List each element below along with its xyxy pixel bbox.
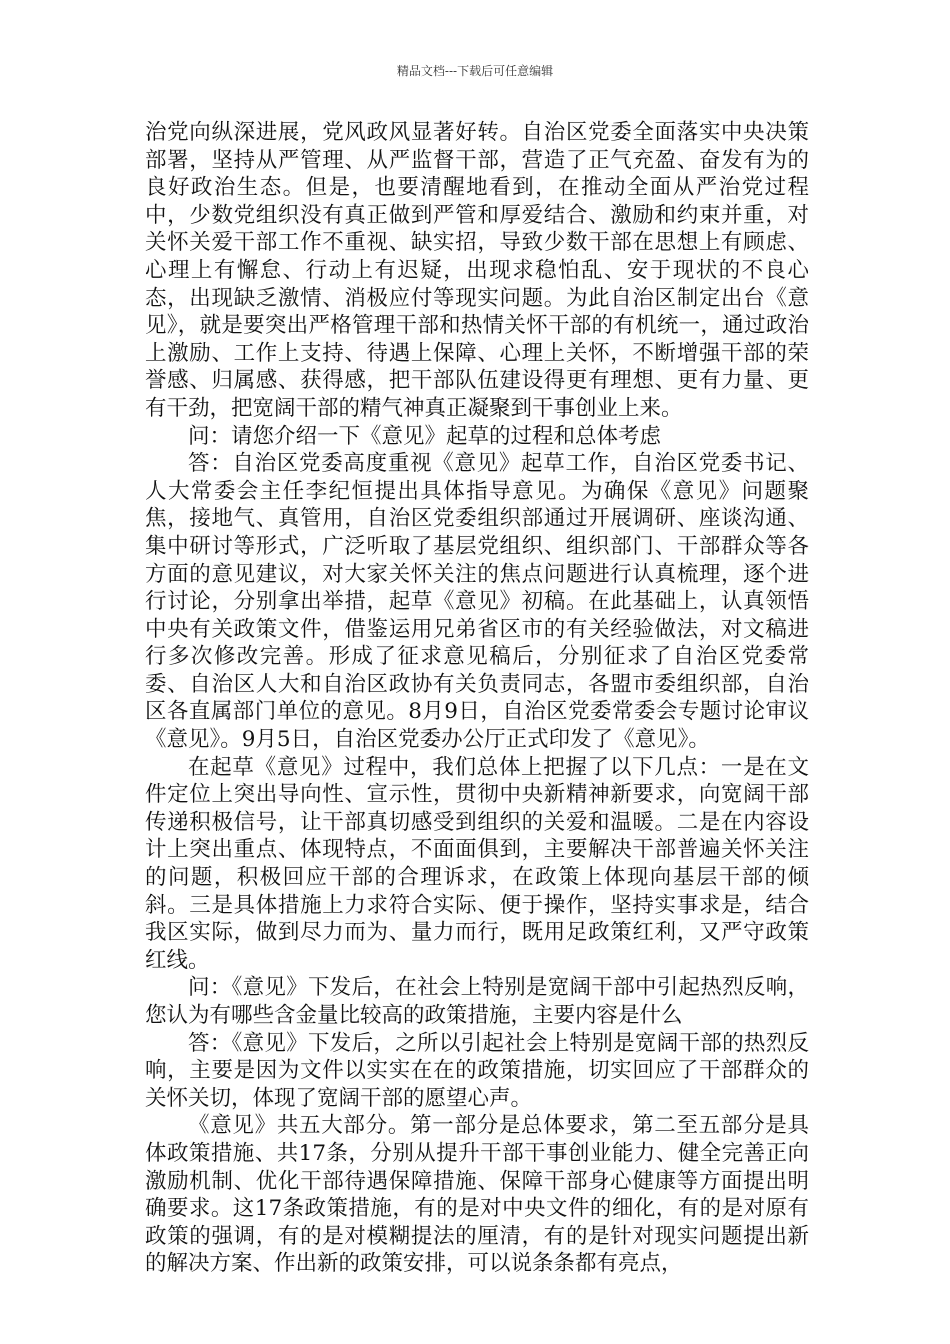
header-text: 精品文档---下载后可任意编辑 xyxy=(396,64,554,78)
paragraph-question-2: 问：《意见》下发后，在社会上特别是宽阔干部中引起热烈反响，您认为有哪些含金量比较高的政策措施，主要内容是什么 xyxy=(145,975,809,1028)
page-header xyxy=(0,63,950,79)
paragraph-answer-2: 答：《意见》下发后，之所以引起社会上特别是宽阔干部的热烈反响，主要是因为文件以实实在在的政策措施，切实回应了干部群众的关怀关切，体现了宽阔干部的愿望心声。 xyxy=(145,1030,809,1111)
document-body xyxy=(145,119,809,1278)
paragraph-4: 在起草《意见》过程中，我们总体上把握了以下几点：一是在文件定位上突出导向性、宣示性，贯彻中央新精神新要求，向宽阔干部传递积极信号，让干部真切感受到组织的关爱和温暖。二是在内容设计上突出重点、体现特点，不面面俱到，主要解决干部普遍关怀关注的问题，积极回应干部的合理诉求，在政策上体现向基层干部的倾斜。三是具体措施上力求符合实际、便于操作，坚持实事求是，结合我区实际，做到尽力而为、量力而行，既用足政策红利，又严守政策红线。 xyxy=(145,754,809,973)
paragraph-1: 治党向纵深进展，党风政风显著好转。自治区党委全面落实中央决策部署，坚持从严管理、从严监督干部，营造了正气充盈、奋发有为的良好政治生态。但是，也要清醒地看到，在推动全面从严治党过程中，少数党组织没有真正做到严管和厚爱结合、激励和约束并重，对关怀关爱干部工作不重视、缺实招，导致少数干部在思想上有顾虑、心理上有懈怠、行动上有迟疑，出现求稳怕乱、安于现状的不良心态，出现缺乏激情、消极应付等现实问题。为此自治区制定出台《意见》，就是要突出严格管理干部和热情关怀干部的有机统一，通过政治上激励、工作上支持、待遇上保障、心理上关怀，不断增强干部的荣誉感、归属感、获得感，把干部队伍建设得更有理想、更有力量、更有干劲，把宽阔干部的精气神真正凝聚到干事创业上来。 xyxy=(145,120,809,421)
paragraph-7: 《意见》共五大部分。第一部分是总体要求，第二至五部分是具体政策措施、共17条，分别从提升干部干事创业能力、健全完善正向激励机制、优化干部待遇保障措施、保障干部身心健康等方面提出明确要求。这17条政策措施，有的是对中央文件的细化，有的是对原有政策的强调，有的是对模糊提法的厘清，有的是针对现实问题提出新的解决方案、作出新的政策安排，可以说条条都有亮点， xyxy=(145,1113,809,1277)
paragraph-question-1: 问：请您介绍一下《意见》起草的过程和总体考虑 xyxy=(188,423,662,449)
paragraph-answer-1: 答：自治区党委高度重视《意见》起草工作，自治区党委书记、人大常委会主任李纪恒提出具体指导意见。为确保《意见》问题聚焦，接地气、真管用，自治区党委组织部通过开展调研、座谈沟通、集中研讨等形式，广泛听取了基层党组织、组织部门、干部群众等各方面的意见建议，对大家关怀关注的焦点问题进行认真梳理，逐个进行讨论，分别拿出举措，起草《意见》初稿。在此基础上，认真领悟中央有关政策文件，借鉴运用兄弟省区市的有关经验做法，对文稿进行多次修改完善。形成了征求意见稿后，分别征求了自治区党委常委、自治区人大和自治区政协有关负责同志，各盟市委组织部，自治区各直属部门单位的意见。8月9日，自治区党委常委会专题讨论审议《意见》。9月5日，自治区党委办公厅正式印发了《意见》。 xyxy=(145,451,809,753)
